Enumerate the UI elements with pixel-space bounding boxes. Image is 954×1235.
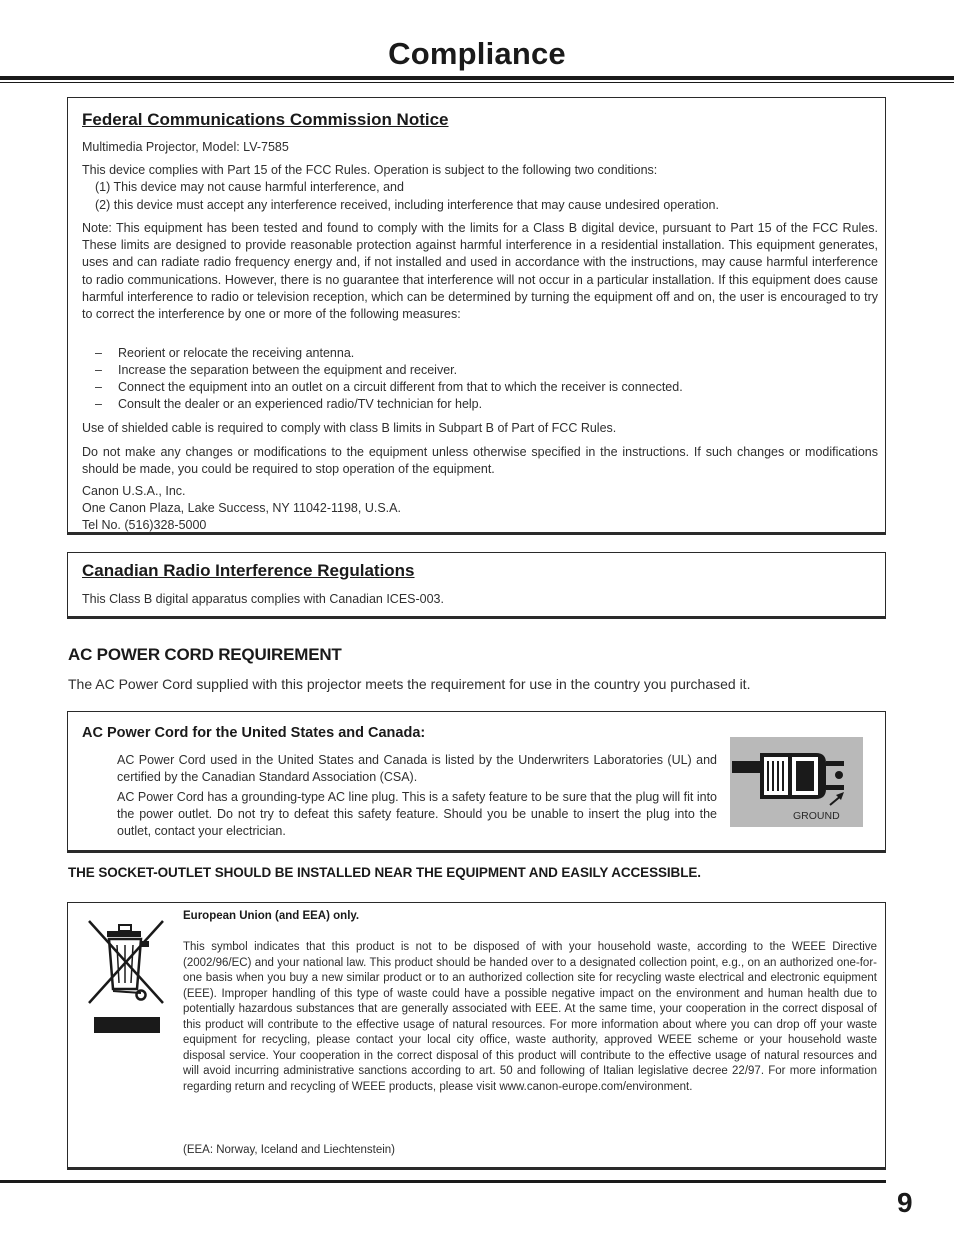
fcc-model: Multimedia Projector, Model: LV-7585 — [82, 140, 289, 154]
fcc-measure: – Connect the equipment into an outlet on a circuit different from that to which the receiver is connected. — [95, 380, 683, 394]
page-title: Compliance — [388, 36, 566, 71]
ac-power-intro: The AC Power Cord supplied with this projector meets the requirement for use in the country you purchased it. — [68, 676, 751, 692]
ac-power-box — [67, 711, 886, 853]
canada-heading: Canadian Radio Interference Regulations — [82, 561, 415, 580]
title-rule — [0, 76, 954, 80]
fcc-address-line: Canon U.S.A., Inc. — [82, 484, 186, 498]
fcc-measure: – Reorient or relocate the receiving antenna. — [95, 346, 355, 360]
fcc-address-line: One Canon Plaza, Lake Success, NY 11042-1198, U.S.A. — [82, 501, 401, 515]
ac-power-heading: AC POWER CORD REQUIREMENT — [68, 645, 342, 664]
weee-eea-note: (EEA: Norway, Iceland and Liechtenstein) — [183, 1144, 396, 1156]
ground-label: GROUND — [793, 810, 840, 822]
fcc-address-line: Tel No. (516)328-5000 — [82, 518, 207, 532]
fcc-notice-box — [67, 97, 886, 535]
plug-illustration — [730, 737, 863, 827]
socket-warning: THE SOCKET-OUTLET SHOULD BE INSTALLED NEAR THE EQUIPMENT AND EASILY ACCESSIBLE. — [68, 865, 701, 880]
fcc-note: Note: This equipment has been tested and found to comply with the limits for a Class B digital device, pursuant to Part 15 of the FCC Rules. These limits are designed to provide reasonable protection against harmful interference in a residential installation. This equipment generates, uses and can radiate radio frequency energy and, if not installed and used in accordance with the instructions, may cause harmful interference to radio communications. However, there is no guarantee that interference will not occur in a particular installation. If this equipment does cause harmful interference to radio or television reception, which can be determined by turning the equipment off and on, the user is encouraged to try to correct the interference by one or more of the following measures: — [82, 221, 878, 322]
fcc-measure: – Consult the dealer or an experienced radio/TV technician for help. — [95, 397, 483, 411]
ac-us-canada-heading: AC Power Cord for the United States and Canada: — [82, 725, 426, 741]
weee-heading: European Union (and EEA) only. — [183, 910, 360, 922]
canada-text: This Class B digital apparatus complies with Canadian ICES-003. — [82, 592, 444, 606]
weee-text: This symbol indicates that this product is not to be disposed of with your household waste, according to the WEEE Directive (2002/96/EC) and your national law. This product should be handed over to a designated collection point, e.g., on an authorized one-for-one basis when you buy a new similar product or to an authorized collection site for recycling waste electrical and electronic equipment (EEE). Improper handling of this type of waste could have a possible negative impact on the environment and human health due to potentially hazardous substances that are generally associated with EEE. At the same time, your cooperation in the correct disposal of this product will contribute to the effective usage of natural resources. For more information about where you can drop off your waste equipment for recycling, please contact your local city office, waste authority, approved WEEE scheme or your household waste disposal service. Your cooperation in the correct disposal of this product will contribute to the effective usage of natural resources and will avoid incurring administrative sanctions according to art. 50 and following of Italian legislative decree 22/97. For more information regarding return and recycling of WEEE products, please visit www.canon-europe.com/environment. — [183, 941, 877, 1093]
fcc-measure: – Increase the separation between the equipment and receiver. — [95, 363, 458, 377]
fcc-intro: This device complies with Part 15 of the FCC Rules. Operation is subject to the following two conditions: — [82, 163, 658, 177]
fcc-heading: Federal Communications Commission Notice — [82, 110, 449, 129]
fcc-condition-1: (1) This device may not cause harmful interference, and — [95, 180, 404, 194]
weee-bar — [94, 1017, 160, 1033]
fcc-modifications: Do not make any changes or modifications to the equipment unless otherwise specified in the instructions. If such changes or modifications should be made, you could be required to stop operation of the equipment. — [82, 445, 878, 477]
ac-paragraph-2: AC Power Cord has a grounding-type AC line plug. This is a safety feature to be sure that the plug will fit into the power outlet. Do not try to defeat this safety feature. Should you be unable to insert the plug into the outlet, contact your electrician. — [117, 790, 717, 839]
canada-box — [67, 552, 886, 619]
weee-box — [67, 902, 886, 1170]
page-number: 9 — [897, 1187, 913, 1218]
footer-rule — [0, 1180, 886, 1183]
fcc-shielded-cable: Use of shielded cable is required to comply with class B limits in Subpart B of Part of FCC Rules. — [82, 421, 617, 435]
title-rule-thin — [0, 82, 954, 83]
crossed-out-wheelie-bin-icon — [85, 917, 165, 1005]
ac-paragraph-1: AC Power Cord used in the United States and Canada is listed by the Underwriters Laboratories (UL) and certified by the Canadian Standard Association (CSA). — [117, 753, 717, 785]
fcc-condition-2: (2) this device must accept any interference received, including interference that may cause undesired operation. — [95, 198, 719, 212]
